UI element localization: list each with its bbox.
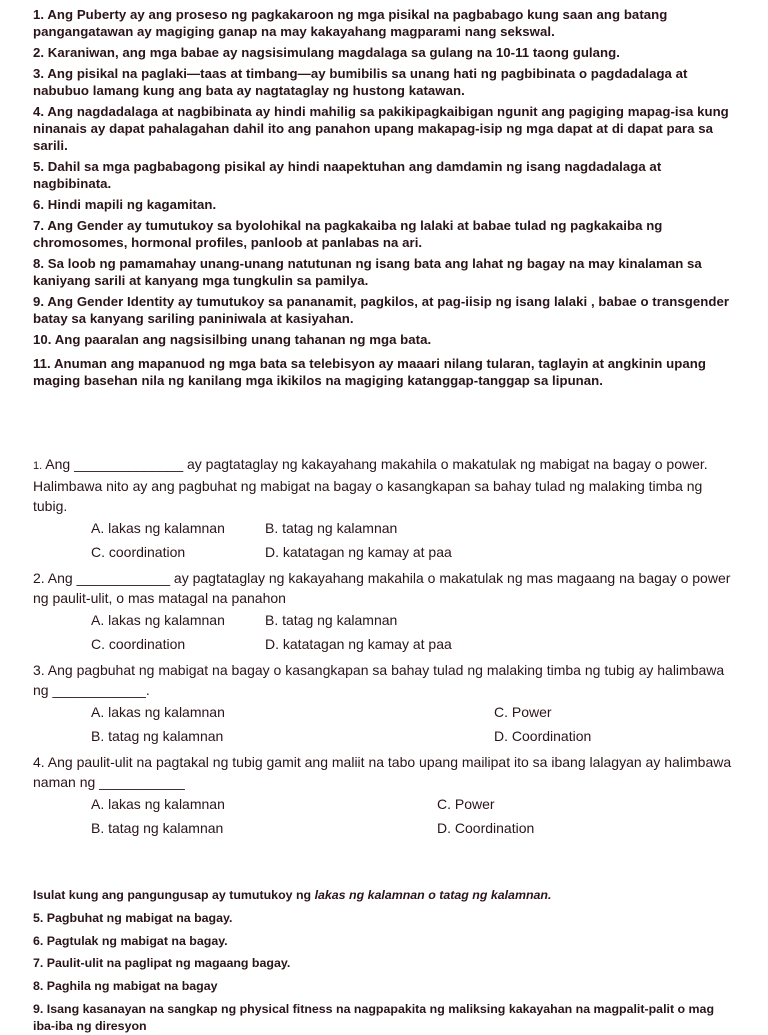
statement-2: 2. Karaniwan, ang mga babae ay nagsisimulang magdalaga sa gulang na 10-11 taong gulang.	[33, 45, 620, 60]
identification-section	[33, 885, 733, 1035]
statement-7: 7. Ang Gender ay tumutukoy sa byolohikal na pagkakaiba ng lalaki at babae tulad ng pagkakaiba ng chromosomes, hormonal profiles, panloob at panlabas na ari.	[33, 218, 663, 250]
option-d[interactable]: D. katatagan ng kamay at paa	[265, 544, 452, 560]
option-c[interactable]: C. coordination	[91, 636, 186, 652]
multiple-choice-section	[33, 454, 733, 840]
statement-11: 11. Anuman ang mapanuod ng mga bata sa telebisyon ay maaari nilang tularan, taglayin at angkinin upang maging basehan nila ng kanilang mga ikikilos na magiging katanggap-tanggap sa lipunan.	[33, 356, 706, 388]
statements-list	[33, 6, 733, 393]
options-row	[33, 516, 733, 540]
question-text: Ang pagbuhat ng mabigat na bagay o kasangkapan sa bahay tulad ng malaking timba ng tubig ay halimbawa ng ____________.	[33, 662, 725, 698]
options-row	[33, 816, 733, 840]
statement-10: 10. Ang paaralan ang nagsisilbing unang tahanan ng mga bata.	[33, 332, 432, 347]
statement-4: 4. Ang nagdadalaga at nagbibinata ay hindi mahilig sa pakikipagkaibigan ngunit ang pagiging mapag-isa kung ninanais ay dapat pahalagahan dahil ito ang panahon upang makapag-isip ng mga dapat at di dapat para sa sarili.	[33, 104, 729, 153]
item-7: 7. Paulit-ulit na paglipat ng magaang bagay.	[33, 956, 291, 970]
question-3	[33, 660, 733, 748]
option-d[interactable]: D. Coordination	[494, 728, 592, 744]
question-text: Ang paulit-ulit na pagtakal ng tubig gamit ang maliit na tabo upang mailipat ito sa ibang lalagyan ay halimbawa naman ng ___________	[33, 754, 732, 790]
statement-9: 9. Ang Gender Identity ay tumutukoy sa pananamit, pagkilos, at pag-iisip ng isang lalaki , babae o transgender batay sa kanyang sariling paniniwala at kasiyahan.	[33, 294, 730, 326]
option-c[interactable]: C. Power	[437, 796, 495, 812]
option-c[interactable]: C. coordination	[91, 544, 186, 560]
option-d[interactable]: D. katatagan ng kamay at paa	[265, 636, 452, 652]
question-text: Ang ____________ ay pagtataglay ng kakayahang makahila o makatulak ng mas magaang na bagay o power ng paulit-ulit, o mas matagal na panahon	[33, 570, 731, 606]
item-9: 9. Isang kasanayan na sangkap ng physical fitness na nagpapakita ng maliksing kakayahan na magpalit-palit o mag iba-iba ng diresyon	[33, 1002, 715, 1033]
option-a[interactable]: A. lakas ng kalamnan	[91, 520, 225, 536]
options-row	[33, 724, 733, 748]
options-row	[33, 700, 733, 724]
option-b[interactable]: B. tatag ng kalamnan	[265, 520, 398, 536]
statement-3: 3. Ang pisikal na paglaki—taas at timbang—ay bumibilis sa unang hati ng pagbibinata o pagdadalaga at nabubuo lamang kung ang bata ay nagtataglay ng hustong katawan.	[33, 66, 688, 98]
item-8: 8. Paghila ng mabigat na bagay	[33, 978, 218, 993]
question-number: 4.	[33, 754, 45, 770]
option-d[interactable]: D. Coordination	[437, 820, 535, 836]
option-b[interactable]: B. tatag ng kalamnan	[265, 612, 398, 628]
option-a[interactable]: A. lakas ng kalamnan	[91, 612, 225, 628]
option-b[interactable]: B. tatag ng kalamnan	[91, 820, 224, 836]
options-row	[33, 632, 733, 656]
question-number: 2.	[33, 570, 45, 586]
options-row	[33, 792, 733, 816]
statement-5: 5. Dahil sa mga pagbabagong pisikal ay hindi naapektuhan ang damdamin ng isang nagdadalaga at nagbibinata.	[33, 159, 662, 191]
statement-1: 1. Ang Puberty ay ang proseso ng pagkakaroon ng mga pisikal na pagbabago kung saan ang batang pangangatawan ay magiging ganap na may kakayahang magparami nang sekswal.	[33, 7, 668, 39]
options-row	[33, 608, 733, 632]
option-a[interactable]: A. lakas ng kalamnan	[91, 704, 225, 720]
question-number: 3.	[33, 662, 45, 678]
section-instruction: Isulat kung ang pangungusap ay tumutukoy ng lakas ng kalamnan o tatag ng kalamnan.	[33, 888, 552, 902]
question-4	[33, 752, 733, 840]
option-b[interactable]: B. tatag ng kalamnan	[91, 728, 224, 744]
item-5: 5. Pagbuhat ng mabigat na bagay.	[33, 911, 233, 925]
statement-8: 8. Sa loob ng pamamahay unang-unang natutunan ng isang bata ang lahat ng bagay na may kinalaman sa kaniyang sarili at kanyang mga tungkulin sa pamilya.	[33, 256, 702, 288]
option-c[interactable]: C. Power	[494, 704, 552, 720]
question-2	[33, 568, 733, 656]
question-number: 1.	[33, 460, 43, 472]
question-text: Ang ______________ ay pagtataglay ng kakayahang makahila o makatulak ng mabigat na bagay o power. Halimbawa nito ay ang pagbuhat ng mabigat na bagay o kasangkapan sa bahay tulad ng malaking timba ng tubig.	[33, 456, 708, 514]
item-6: 6. Pagtulak ng mabigat na bagay.	[33, 933, 228, 948]
question-1	[33, 454, 733, 564]
options-row	[33, 540, 733, 564]
option-a[interactable]: A. lakas ng kalamnan	[91, 796, 225, 812]
statement-6: 6. Hindi mapili ng kagamitan.	[33, 197, 217, 212]
